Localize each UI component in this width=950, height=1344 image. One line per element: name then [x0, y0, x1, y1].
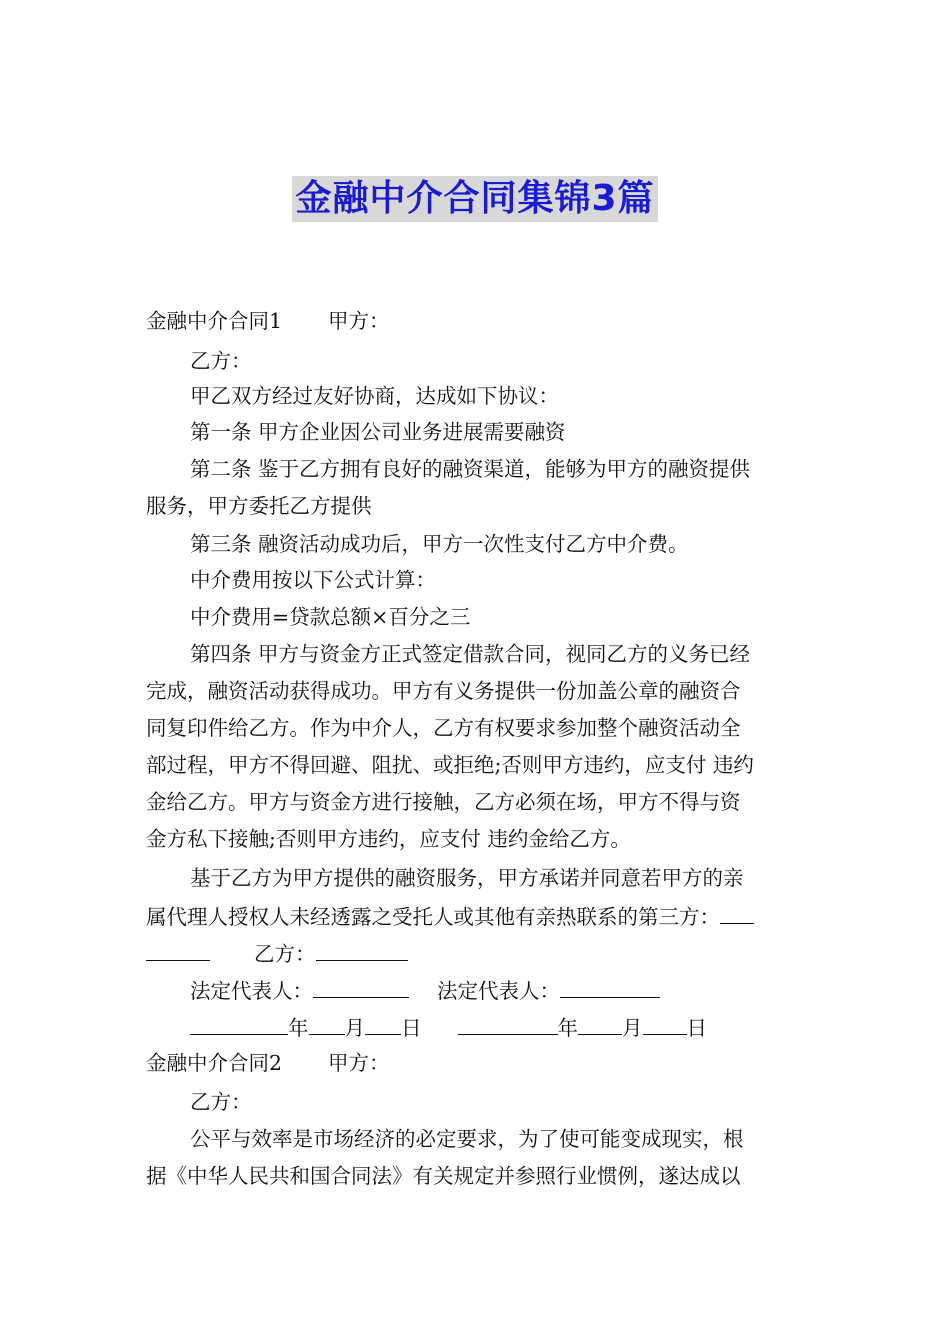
legal-representatives-line — [190, 977, 806, 1003]
basis-line1: 基于乙方为甲方提供的融资服务，甲方承诺并同意若甲方的亲 — [190, 866, 744, 890]
section1-label: 金融中介合同1 — [146, 309, 283, 333]
fee-formula-intro: 中介费用按以下公式计算： — [190, 568, 436, 592]
party-b-line: 乙方： — [190, 1090, 252, 1114]
legal-rep-a-label: 法定代表人： — [190, 979, 313, 1003]
day-label: 日 — [686, 1016, 707, 1040]
legal-rep-b-label: 法定代表人： — [437, 979, 560, 1003]
section2-label: 金融中介合同2 — [146, 1051, 283, 1075]
year-label: 年 — [288, 1016, 309, 1040]
blank-line — [146, 940, 210, 961]
month-label: 月 — [622, 1016, 643, 1040]
blank-line — [720, 903, 754, 924]
date-line — [190, 1014, 806, 1040]
section1-heading — [146, 309, 806, 333]
blank-line — [309, 1014, 345, 1035]
article4-line1: 第四条 甲方与资金方正式签定借款合同，视同乙方的义务已经 — [190, 642, 751, 666]
blank-line — [365, 1014, 401, 1035]
section2-heading — [146, 1051, 806, 1075]
fairness-line2: 据《中华人民共和国合同法》有关规定并参照行业惯例，遂达成以 — [146, 1164, 741, 1188]
year-label: 年 — [557, 1016, 578, 1040]
title-wrap — [0, 176, 950, 222]
article4-line5: 金给乙方。甲方与资金方进行接触，乙方必须在场，甲方不得与资 — [146, 790, 741, 814]
article2-line1: 第二条 鉴于乙方拥有良好的融资渠道，能够为甲方的融资提供 — [190, 457, 751, 481]
intro-line: 甲乙双方经过友好协商，达成如下协议： — [190, 384, 559, 408]
blank-line — [458, 1014, 558, 1035]
blank-line — [643, 1014, 687, 1035]
blank-line — [560, 977, 660, 998]
blank-line — [190, 1014, 288, 1035]
article4-line3: 同复印件给乙方。作为中介人，乙方有权要求参加整个融资活动全 — [146, 716, 741, 740]
article4-line6: 金方私下接触;否则甲方违约，应支付 违约金给乙方。 — [146, 827, 631, 851]
party-a-label: 甲方： — [328, 309, 390, 333]
blank-line — [316, 940, 408, 961]
party-b-line: 乙方： — [190, 349, 252, 373]
party-b-signature-label: 乙方： — [254, 942, 316, 966]
day-label: 日 — [401, 1016, 422, 1040]
basis-line2-text: 属代理人授权人未经透露之受托人或其他有亲热联系的第三方： — [146, 905, 720, 929]
basis-line2 — [146, 903, 806, 929]
blank-line — [313, 977, 409, 998]
party-a-label: 甲方： — [328, 1051, 390, 1075]
blank-line — [578, 1014, 622, 1035]
article1: 第一条 甲方企业因公司业务进展需要融资 — [190, 420, 566, 444]
fairness-line1: 公平与效率是市场经济的必定要求，为了使可能变成现实，根 — [190, 1127, 744, 1151]
article2-line2: 服务，甲方委托乙方提供 — [146, 494, 372, 518]
article3: 第三条 融资活动成功后，甲方一次性支付乙方中介费。 — [190, 532, 689, 556]
article4-line2: 完成，融资活动获得成功。甲方有义务提供一份加盖公章的融资合 — [146, 679, 741, 703]
article4-line4: 部过程，甲方不得回避、阻扰、或拒绝;否则甲方违约，应支付 违约 — [146, 753, 754, 777]
month-label: 月 — [344, 1016, 365, 1040]
signature-line-party-b — [146, 940, 806, 966]
fee-formula: 中介费用=贷款总额×百分之三 — [190, 605, 471, 629]
document-title: 金融中介合同集锦3篇 — [292, 176, 657, 222]
